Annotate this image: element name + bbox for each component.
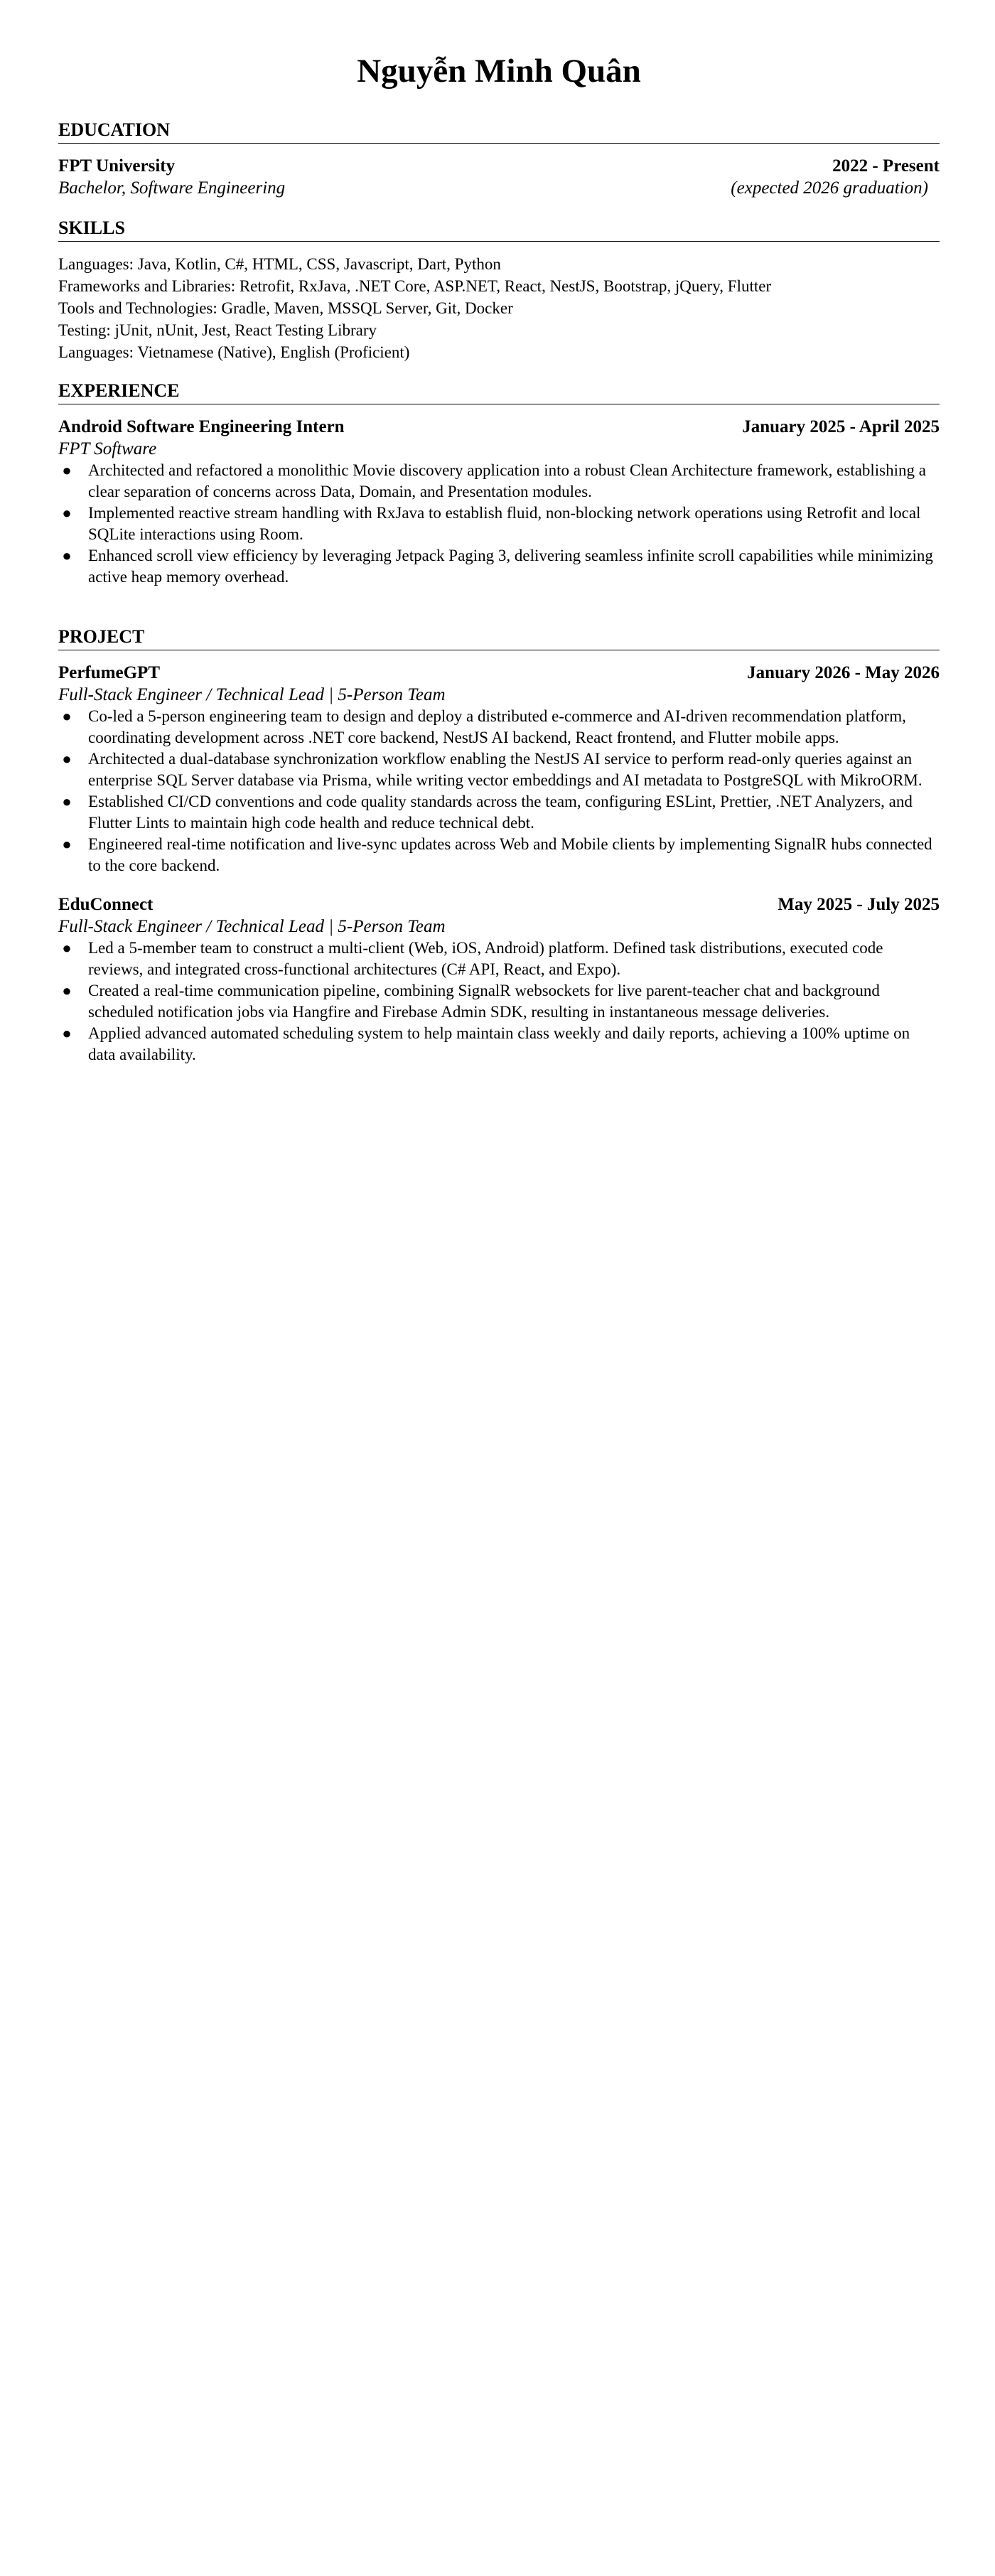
skills-line: Languages: Java, Kotlin, C#, HTML, CSS, Javascript, Dart, Python: [58, 255, 501, 273]
bullet-text: Established CI/CD conventions and code quality standards across the team, configuring ESLint, Prettier, .NET Analyzers, and Flutter Lints to maintain high code health and reduce technical debt.: [88, 793, 913, 832]
experience-entry: [58, 416, 940, 588]
bullet-icon: ●: [62, 461, 72, 479]
company-name: FPT Software: [58, 439, 157, 458]
bullet-item: [58, 938, 940, 980]
bullet-text: Implemented reactive stream handling with RxJava to establish fluid, non-blocking network operations using Retrofit and local SQLite interactions using Room.: [88, 504, 921, 543]
graduation-note: (expected 2026 graduation): [731, 178, 928, 198]
project-role-row: [58, 916, 940, 938]
bullet-icon: ●: [62, 707, 72, 725]
project-dates: January 2026 - May 2026: [747, 663, 940, 682]
bullet-text: Co-led a 5-person engineering team to design and deploy a distributed e-commerce and AI-driven recommendation platform, coordinating development across .NET core backend, NestJS AI backend, React frontend, and Flutter mobile apps.: [88, 707, 906, 746]
skills-line: Languages: Vietnamese (Native), English (Proficient): [58, 343, 410, 361]
project-bullets: [58, 706, 940, 876]
bullet-icon: ●: [62, 1024, 72, 1042]
bullet-text: Architected and refactored a monolithic Movie discovery application into a robust Clean Architecture framework, establishing a clear separation of concerns across Data, Domain, and Presentation modules.: [88, 461, 926, 500]
experience-heading: EXPERIENCE: [58, 380, 940, 404]
bullet-item: [58, 834, 940, 876]
bullet-icon: ●: [62, 939, 72, 957]
experience-header-row: [58, 416, 940, 438]
experience-bullets: [58, 460, 940, 588]
project-header-row: [58, 662, 940, 684]
project-entry: [58, 893, 940, 1066]
bullet-item: [58, 706, 940, 748]
bullet-icon: ●: [62, 547, 72, 564]
project-section: [58, 626, 940, 1066]
bullet-icon: ●: [62, 982, 72, 999]
project-bullets: [58, 938, 940, 1066]
bullet-text: Enhanced scroll view efficiency by leveraging Jetpack Paging 3, delivering seamless infinite scroll capabilities while minimizing active heap memory overhead.: [88, 547, 933, 586]
skills-line: Testing: jUnit, nUnit, Jest, React Testing Library: [58, 321, 377, 339]
job-dates: January 2025 - April 2025: [742, 417, 940, 436]
project-role: Full-Stack Engineer / Technical Lead | 5-Person Team: [58, 917, 446, 936]
bullet-item: [58, 1023, 940, 1066]
skills-heading: SKILLS: [58, 218, 940, 242]
bullet-icon: ●: [62, 793, 72, 810]
bullet-item: [58, 503, 940, 545]
project-role: Full-Stack Engineer / Technical Lead | 5-Person Team: [58, 685, 446, 704]
job-title: Android Software Engineering Intern: [58, 417, 345, 436]
project-role-row: [58, 684, 940, 706]
bullet-text: Led a 5-member team to construct a multi-client (Web, iOS, Android) platform. Defined task distributions, executed code reviews, and integrated cross-functional architectures (C# API, React, and Expo).: [88, 939, 883, 978]
education-header-row: [58, 155, 940, 177]
bullet-icon: ●: [62, 504, 72, 522]
education-entry: [58, 155, 940, 199]
skills-section: [58, 218, 940, 363]
project-header-row: [58, 893, 940, 916]
project-dates: May 2025 - July 2025: [778, 895, 940, 914]
project-name: PerfumeGPT: [58, 663, 161, 682]
project-heading: PROJECT: [58, 626, 940, 650]
education-section: [58, 119, 940, 199]
candidate-name: Nguyễn Minh Quân: [357, 53, 641, 90]
bullet-text: Architected a dual-database synchronization workflow enabling the NestJS AI service to perform read-only queries against an enterprise SQL Server database via Prisma, while writing vector embeddings and AI metadata to PostgreSQL with MikroORM.: [88, 750, 923, 789]
bullet-icon: ●: [62, 835, 72, 853]
bullet-text: Created a real-time communication pipeline, combining SignalR websockets for live parent-teacher chat and background scheduled notification jobs via Hangfire and Firebase Admin SDK, resulting in instantaneous message deliveries.: [88, 982, 880, 1021]
bullet-text: Applied advanced automated scheduling system to help maintain class weekly and daily reports, achieving a 100% uptime on data availability.: [88, 1024, 910, 1063]
education-heading: EDUCATION: [58, 119, 940, 144]
bullet-item: [58, 791, 940, 834]
skills-line: Tools and Technologies: Gradle, Maven, MSSQL Server, Git, Docker: [58, 299, 513, 317]
bullet-icon: ●: [62, 750, 72, 768]
bullet-text: Engineered real-time notification and live-sync updates across Web and Mobile clients by implementing SignalR hubs connected to the core backend.: [88, 835, 932, 874]
degree: Bachelor, Software Engineering: [58, 178, 286, 198]
experience-section: [58, 380, 940, 588]
skills-line: Frameworks and Libraries: Retrofit, RxJava, .NET Core, ASP.NET, React, NestJS, Bootstrap, jQuery, Flutter: [58, 277, 772, 295]
project-name: EduConnect: [58, 895, 154, 914]
bullet-item: [58, 748, 940, 791]
bullet-item: [58, 545, 940, 588]
education-dates: 2022 - Present: [832, 156, 940, 176]
project-entry: [58, 662, 940, 876]
experience-company-row: [58, 438, 940, 460]
bullet-item: [58, 460, 940, 503]
bullet-item: [58, 980, 940, 1023]
school-name: FPT University: [58, 156, 176, 176]
education-detail-row: [58, 177, 940, 199]
